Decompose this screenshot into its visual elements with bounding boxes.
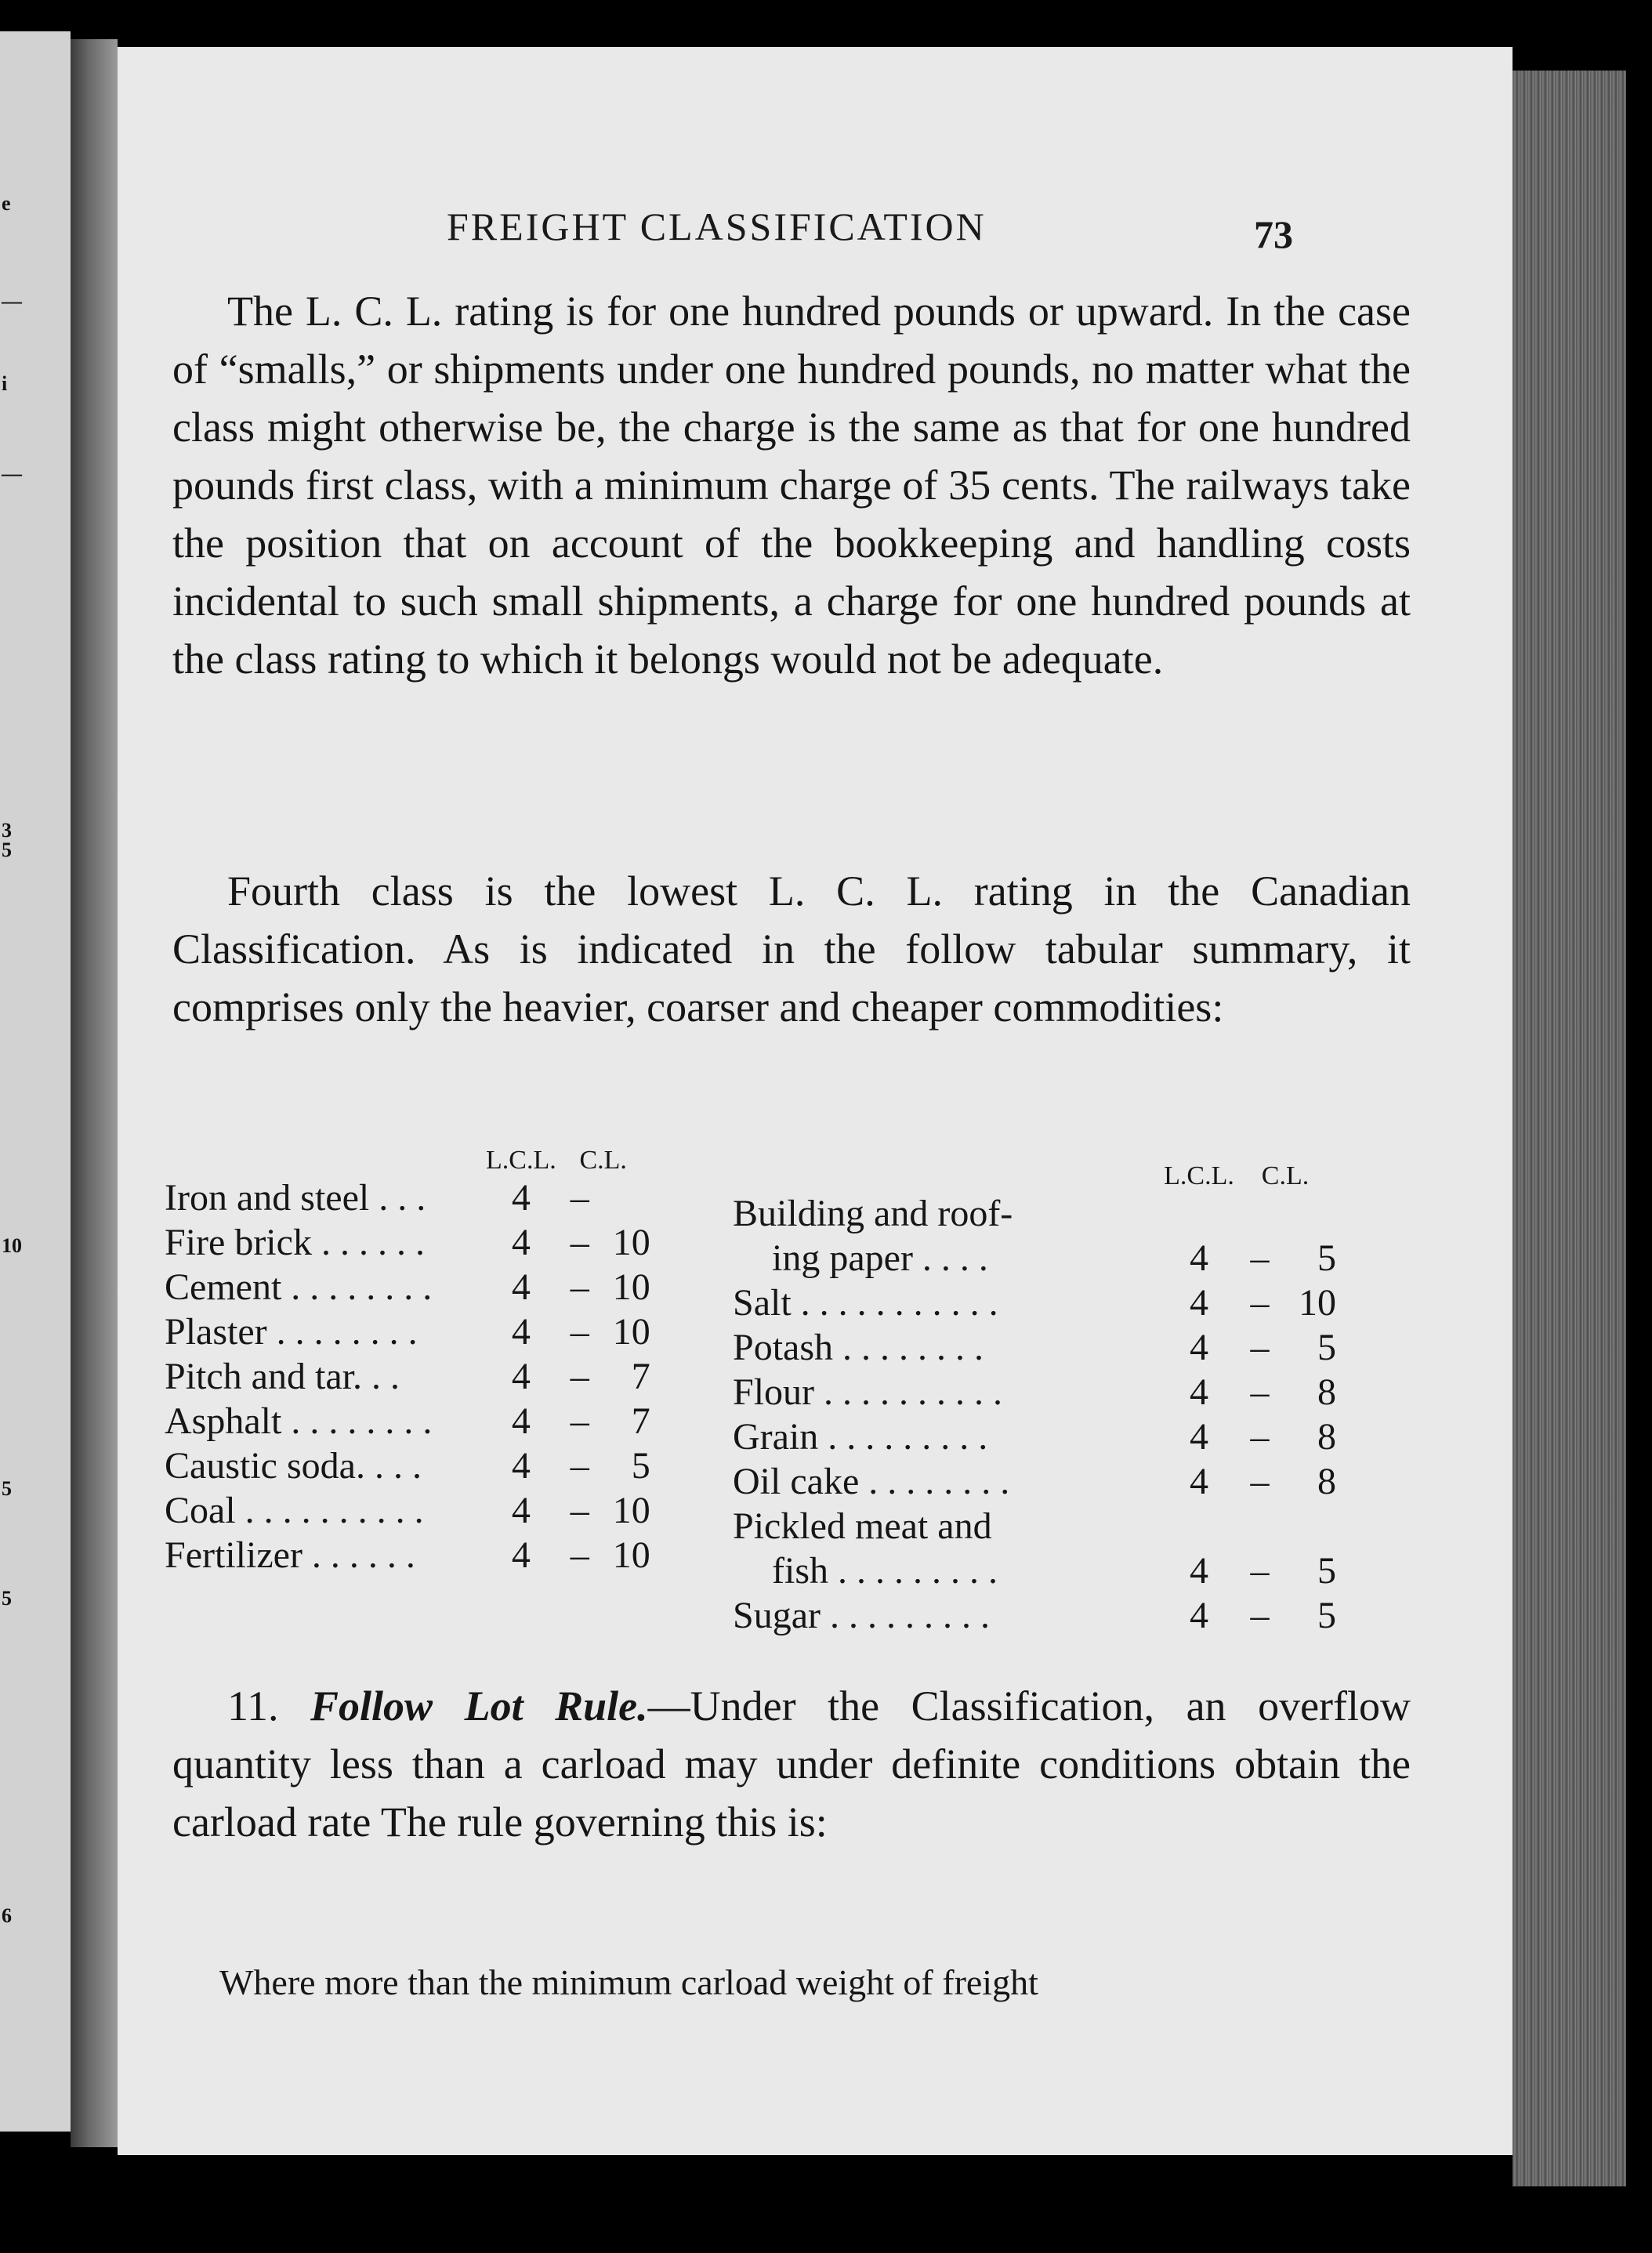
rating-separator: – bbox=[1250, 1327, 1270, 1368]
book-gutter bbox=[71, 39, 118, 2147]
cl-rating: 10 bbox=[612, 1490, 650, 1531]
lcl-rating: 4 bbox=[1190, 1237, 1208, 1279]
paragraph-lcl-rating: The L. C. L. rating is for one hundred pounds or upward. In the case of “smalls,” or shipments under one hundred pounds, no matter what the class might otherwise be, the charge is the same as that for one hundred pounds first class, with a minimum charge of 35 cents. The railways take the position that on account of the bookkeeping and handling costs incidental to such small shipments, a charge for one hundred pounds at the class rating to which it belongs would not be adequate. bbox=[172, 288, 1411, 683]
commodity-name: Iron and steel . . . bbox=[165, 1177, 426, 1219]
cl-rating: 5 bbox=[1317, 1237, 1336, 1279]
lcl-rating: 4 bbox=[1190, 1327, 1208, 1368]
commodity-name: Oil cake . . . . . . . . bbox=[733, 1461, 1010, 1502]
commodity-table-left bbox=[165, 1136, 650, 1577]
table-row bbox=[165, 1354, 650, 1399]
commodity-name: Grain . . . . . . . . . bbox=[733, 1416, 988, 1458]
table-row bbox=[733, 1548, 1336, 1593]
paragraph-fourth-class: Fourth class is the lowest L. C. L. rating in the Canadian Classification. As is indicated in the follow tabular summary, it comprises only the heavier, coarser and cheaper commodities: bbox=[172, 868, 1411, 1031]
commodity-table-right bbox=[733, 1152, 1336, 1638]
lcl-rating: 4 bbox=[511, 1534, 531, 1576]
lcl-rating: 4 bbox=[1190, 1371, 1208, 1413]
margin-mark: 3 bbox=[2, 819, 12, 842]
margin-mark: i bbox=[2, 372, 8, 395]
cl-rating bbox=[1285, 1504, 1336, 1548]
cl-rating: 5 bbox=[1317, 1595, 1336, 1636]
table-header-spacer bbox=[733, 1152, 1164, 1191]
table-row bbox=[165, 1220, 650, 1265]
rating-separator: – bbox=[1250, 1237, 1270, 1279]
page-number: 73 bbox=[1254, 212, 1293, 256]
cl-rating: 10 bbox=[1299, 1282, 1336, 1324]
table-row bbox=[733, 1414, 1336, 1459]
lcl-rating: 4 bbox=[1190, 1282, 1208, 1324]
table-row bbox=[733, 1280, 1336, 1325]
lcl-rating: 4 bbox=[511, 1400, 531, 1442]
lcl-rating: 4 bbox=[1190, 1416, 1208, 1458]
cl-rating: 5 bbox=[631, 1445, 650, 1487]
cl-rating: 10 bbox=[612, 1222, 650, 1263]
table-row bbox=[733, 1370, 1336, 1414]
table-row bbox=[733, 1459, 1336, 1504]
commodity-name: Pitch and tar. . . bbox=[165, 1356, 400, 1397]
table-row bbox=[733, 1325, 1336, 1370]
table-row bbox=[733, 1504, 1336, 1548]
table-row bbox=[165, 1533, 650, 1577]
commodity-name: Potash . . . . . . . . bbox=[733, 1327, 984, 1368]
section-heading: Follow Lot Rule. bbox=[310, 1683, 648, 1730]
rule-quote: Where more than the minimum carload weight of freight bbox=[219, 1962, 1038, 2002]
commodity-name: Sugar . . . . . . . . . bbox=[733, 1595, 990, 1636]
header-lcl: L.C.L. bbox=[1164, 1161, 1234, 1190]
rating-separator: – bbox=[1250, 1282, 1270, 1324]
table-row bbox=[733, 1191, 1336, 1236]
margin-mark: 5 bbox=[2, 1587, 12, 1610]
lcl-rating bbox=[1164, 1504, 1234, 1548]
lcl-rating: 4 bbox=[511, 1445, 531, 1487]
lcl-rating: 4 bbox=[1190, 1550, 1208, 1592]
margin-mark: 10 bbox=[2, 1234, 22, 1257]
commodity-name: Coal . . . . . . . . . . bbox=[165, 1490, 424, 1531]
lcl-rating: 4 bbox=[511, 1490, 531, 1531]
paragraph-follow-lot-rule bbox=[172, 1677, 1411, 1851]
rating-separator: – bbox=[570, 1266, 589, 1308]
commodity-name: Building and roof- bbox=[733, 1193, 1013, 1234]
section-number: 11. bbox=[227, 1683, 279, 1730]
rating-separator: – bbox=[1250, 1371, 1270, 1413]
table-row bbox=[165, 1488, 650, 1533]
commodity-name: ing paper . . . . bbox=[772, 1237, 988, 1279]
commodity-name: Fire brick . . . . . . bbox=[165, 1222, 425, 1263]
lcl-rating: 4 bbox=[511, 1266, 531, 1308]
rating-separator: – bbox=[570, 1222, 589, 1263]
lcl-rating: 4 bbox=[511, 1311, 531, 1353]
rating-separator: – bbox=[570, 1356, 589, 1397]
cl-rating bbox=[1285, 1191, 1336, 1236]
margin-mark: — bbox=[2, 462, 22, 485]
cl-rating: 10 bbox=[612, 1266, 650, 1308]
book-page bbox=[118, 47, 1513, 2155]
cl-rating: 8 bbox=[1317, 1461, 1336, 1502]
rating-separator: – bbox=[570, 1445, 589, 1487]
commodity-name: Caustic soda. . . . bbox=[165, 1445, 422, 1487]
table-row bbox=[733, 1593, 1336, 1638]
lcl-rating: 4 bbox=[1190, 1595, 1208, 1636]
facing-page-margin-marks bbox=[0, 31, 24, 2132]
table-row bbox=[165, 1265, 650, 1309]
cl-rating: 5 bbox=[1317, 1327, 1336, 1368]
table-header-spacer bbox=[165, 1136, 486, 1175]
commodity-name: Fertilizer . . . . . . bbox=[165, 1534, 415, 1576]
rating-separator: – bbox=[1250, 1595, 1270, 1636]
lcl-rating: 4 bbox=[511, 1356, 531, 1397]
cl-rating bbox=[603, 1175, 650, 1220]
margin-mark: e bbox=[2, 192, 11, 215]
table-row bbox=[165, 1175, 650, 1220]
rating-separator: – bbox=[1250, 1461, 1270, 1502]
commodity-name: Salt . . . . . . . . . . . bbox=[733, 1282, 998, 1324]
cl-rating: 8 bbox=[1317, 1416, 1336, 1458]
lcl-rating bbox=[1164, 1191, 1234, 1236]
cl-rating: 7 bbox=[631, 1356, 650, 1397]
rating-separator: – bbox=[570, 1400, 589, 1442]
cl-rating: 7 bbox=[631, 1400, 650, 1442]
cl-rating: 8 bbox=[1317, 1371, 1336, 1413]
table-row bbox=[165, 1399, 650, 1443]
rating-separator: – bbox=[1250, 1550, 1270, 1592]
table-row bbox=[165, 1443, 650, 1488]
margin-mark: 6 bbox=[2, 1904, 12, 1927]
commodity-name: Cement . . . . . . . . bbox=[165, 1266, 433, 1308]
lcl-rating: 4 bbox=[511, 1222, 531, 1263]
commodity-name: Plaster . . . . . . . . bbox=[165, 1311, 418, 1353]
commodity-name: fish . . . . . . . . . bbox=[772, 1550, 998, 1592]
cl-rating: 10 bbox=[612, 1534, 650, 1576]
rating-separator: – bbox=[570, 1311, 589, 1353]
section-body: —Under the Classification, an overflow quantity less than a carload may under definite conditions obtain the carload rate The rule governing this is: bbox=[172, 1683, 1411, 1846]
rating-separator: – bbox=[570, 1490, 589, 1531]
table-row bbox=[733, 1236, 1336, 1280]
header-cl: C.L. bbox=[1261, 1161, 1310, 1190]
running-header: FREIGHT CLASSIFICATION bbox=[447, 205, 987, 248]
page-stack-edge bbox=[1513, 71, 1626, 2186]
rating-separator: – bbox=[570, 1177, 589, 1219]
rating-separator: – bbox=[570, 1534, 589, 1576]
margin-mark: 5 bbox=[2, 839, 12, 861]
commodity-name: Pickled meat and bbox=[733, 1505, 992, 1547]
commodity-name: Flour . . . . . . . . . . bbox=[733, 1371, 1003, 1413]
rating-separator bbox=[1234, 1504, 1285, 1548]
commodity-name: Asphalt . . . . . . . . bbox=[165, 1400, 433, 1442]
lcl-rating: 4 bbox=[511, 1177, 531, 1219]
margin-mark: — bbox=[2, 290, 22, 313]
table-row bbox=[165, 1309, 650, 1354]
cl-rating: 10 bbox=[612, 1311, 650, 1353]
header-lcl: L.C.L. bbox=[486, 1146, 556, 1175]
lcl-rating: 4 bbox=[1190, 1461, 1208, 1502]
margin-mark: 5 bbox=[2, 1477, 12, 1500]
facing-page bbox=[0, 31, 71, 2132]
header-cl: C.L. bbox=[579, 1146, 627, 1175]
rating-separator: – bbox=[1250, 1416, 1270, 1458]
rating-separator bbox=[1234, 1191, 1285, 1236]
cl-rating: 5 bbox=[1317, 1550, 1336, 1592]
